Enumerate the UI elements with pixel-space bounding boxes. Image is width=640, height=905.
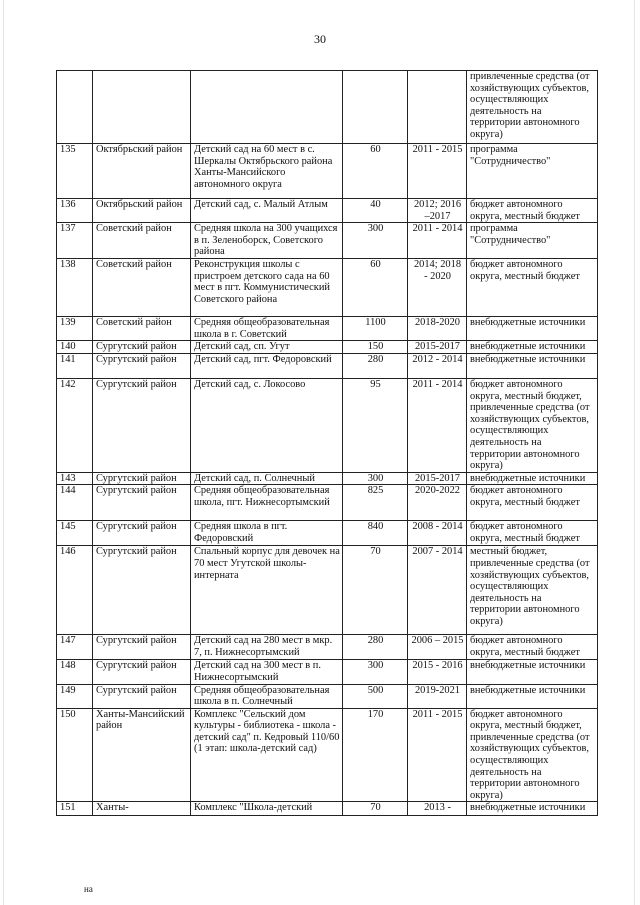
funding-source-cell: бюджет автономного округа, местный бюджет <box>467 521 598 546</box>
row-number: 146 <box>57 546 93 635</box>
table-row <box>57 684 598 708</box>
capacity-cell: 280 <box>343 635 408 660</box>
object-cell: Спальный корпус для девочек на 70 мест Угутской школы-интерната <box>191 546 343 635</box>
table-row <box>57 353 598 378</box>
table-row <box>57 341 598 354</box>
period-cell: 2006 – 2015 <box>408 635 467 660</box>
funding-source-cell: внебюджетные источники <box>467 802 598 816</box>
capacity-cell: 300 <box>343 660 408 684</box>
row-number: 136 <box>57 199 93 223</box>
funding-source-cell: бюджет автономного округа, местный бюджет <box>467 485 598 521</box>
object-cell: Детский сад, с. Локосово <box>191 378 343 472</box>
district-cell: Советский район <box>93 223 191 259</box>
period-cell: 2008 - 2014 <box>408 521 467 546</box>
object-cell: Комплекс "Школа-детский <box>191 802 343 816</box>
row-number: 148 <box>57 660 93 684</box>
district-cell: Сургутский район <box>93 660 191 684</box>
district-cell: Ханты- <box>93 802 191 816</box>
period-cell: 2019-2021 <box>408 684 467 708</box>
period-cell: 2011 - 2014 <box>408 378 467 472</box>
object-cell: Детский сад, пгт. Федоровский <box>191 353 343 378</box>
funding-source-cell: бюджет автономного округа, местный бюджет, привлеченные средства (от хозяйствующих субъектов, осуществляющих деятельность на территории автономного округа) <box>467 378 598 472</box>
table-row <box>57 472 598 485</box>
funding-source-cell: внебюджетные источники <box>467 341 598 354</box>
district-cell: Советский район <box>93 317 191 341</box>
district-cell: Советский район <box>93 259 191 317</box>
district-cell: Сургутский район <box>93 684 191 708</box>
funding-source-cell: программа "Сотрудничество" <box>467 223 598 259</box>
table-row <box>57 378 598 472</box>
district-cell: Сургутский район <box>93 378 191 472</box>
district-cell: Сургутский район <box>93 635 191 660</box>
funding-source-cell: внебюджетные источники <box>467 660 598 684</box>
capacity-cell: 70 <box>343 802 408 816</box>
period-cell: 2014; 2018 - 2020 <box>408 259 467 317</box>
capacity-cell: 150 <box>343 341 408 354</box>
funding-source-cell: бюджет автономного округа, местный бюджет, привлеченные средства (от хозяйствующих субъектов, осуществляющих деятельность на территории автономного округа) <box>467 708 598 802</box>
period-cell: 2015-2017 <box>408 341 467 354</box>
row-number: 143 <box>57 472 93 485</box>
table-row <box>57 546 598 635</box>
funding-source-cell: внебюджетные источники <box>467 317 598 341</box>
period-cell: 2015 - 2016 <box>408 660 467 684</box>
district-cell: Сургутский район <box>93 485 191 521</box>
object-cell: Реконструкция школы с пристроем детского сада на 60 мест в пгт. Коммунистический Советского района <box>191 259 343 317</box>
capacity-cell: 300 <box>343 223 408 259</box>
period-cell: 2020-2022 <box>408 485 467 521</box>
construction-register-table <box>56 70 598 816</box>
capacity-cell: 1100 <box>343 317 408 341</box>
row-number: 138 <box>57 259 93 317</box>
funding-source-cell: внебюджетные источники <box>467 353 598 378</box>
row-number <box>57 71 93 144</box>
object-cell: Детский сад, сп. Угут <box>191 341 343 354</box>
district-cell: Сургутский район <box>93 472 191 485</box>
object-cell: Комплекс "Сельский дом культуры - библиотека - школа - детский сад" п. Кедровый 110/60 (1 этап: школа-детский сад) <box>191 708 343 802</box>
table-row <box>57 199 598 223</box>
funding-source-cell: бюджет автономного округа, местный бюджет <box>467 635 598 660</box>
register-table-wrapper <box>56 70 598 816</box>
district-cell: Сургутский район <box>93 521 191 546</box>
object-cell: Детский сад, п. Солнечный <box>191 472 343 485</box>
capacity-cell: 95 <box>343 378 408 472</box>
capacity-cell: 825 <box>343 485 408 521</box>
scan-edge-left <box>3 0 4 905</box>
period-cell: 2011 - 2015 <box>408 708 467 802</box>
row-number: 141 <box>57 353 93 378</box>
period-cell: 2012; 2016 –2017 <box>408 199 467 223</box>
capacity-cell: 60 <box>343 144 408 199</box>
object-cell: Средняя школа в пгт. Федоровский <box>191 521 343 546</box>
object-cell <box>191 71 343 144</box>
row-number: 135 <box>57 144 93 199</box>
funding-source-cell: бюджет автономного округа, местный бюджет <box>467 259 598 317</box>
object-cell: Детский сад, с. Малый Атлым <box>191 199 343 223</box>
object-cell: Средняя общеобразовательная школа в г. Советский <box>191 317 343 341</box>
table-row <box>57 521 598 546</box>
object-cell: Средняя общеобразовательная школа, пгт. Нижнесортымский <box>191 485 343 521</box>
row-number: 137 <box>57 223 93 259</box>
funding-source-cell: внебюджетные источники <box>467 684 598 708</box>
table-row <box>57 317 598 341</box>
object-cell: Средняя школа на 300 учащихся в п. Зеленоборск, Советского района <box>191 223 343 259</box>
row-number: 139 <box>57 317 93 341</box>
capacity-cell: 70 <box>343 546 408 635</box>
district-cell: Сургутский район <box>93 341 191 354</box>
page-number: 30 <box>314 32 326 46</box>
capacity-cell: 40 <box>343 199 408 223</box>
row-number: 140 <box>57 341 93 354</box>
table-row <box>57 708 598 802</box>
period-cell: 2011 - 2015 <box>408 144 467 199</box>
funding-source-cell: программа "Сотрудничество" <box>467 144 598 199</box>
period-cell: 2013 - <box>408 802 467 816</box>
period-cell: 2015-2017 <box>408 472 467 485</box>
footer-mark: на <box>84 884 93 894</box>
object-cell: Детский сад на 280 мест в мкр. 7, п. Нижнесортымский <box>191 635 343 660</box>
object-cell: Детский сад на 60 мест в с. Шеркалы Октябрьского района Ханты-Мансийского автономного округа <box>191 144 343 199</box>
period-cell: 2012 - 2014 <box>408 353 467 378</box>
district-cell: Ханты-Мансийский район <box>93 708 191 802</box>
period-cell: 2018-2020 <box>408 317 467 341</box>
row-number: 150 <box>57 708 93 802</box>
district-cell: Сургутский район <box>93 546 191 635</box>
district-cell <box>93 71 191 144</box>
district-cell: Октябрьский район <box>93 199 191 223</box>
funding-source-cell: привлеченные средства (от хозяйствующих субъектов, осуществляющих деятельность на территории автономного округа) <box>467 71 598 144</box>
district-cell: Сургутский район <box>93 353 191 378</box>
capacity-cell: 300 <box>343 472 408 485</box>
object-cell: Детский сад на 300 мест в п. Нижнесортымский <box>191 660 343 684</box>
table-row <box>57 660 598 684</box>
period-cell: 2007 - 2014 <box>408 546 467 635</box>
table-row <box>57 71 598 144</box>
period-cell: 2011 - 2014 <box>408 223 467 259</box>
row-number: 149 <box>57 684 93 708</box>
row-number: 145 <box>57 521 93 546</box>
row-number: 147 <box>57 635 93 660</box>
scan-edge-right <box>634 0 635 905</box>
capacity-cell: 500 <box>343 684 408 708</box>
table-row <box>57 144 598 199</box>
table-row <box>57 223 598 259</box>
capacity-cell: 280 <box>343 353 408 378</box>
capacity-cell <box>343 71 408 144</box>
row-number: 144 <box>57 485 93 521</box>
capacity-cell: 60 <box>343 259 408 317</box>
capacity-cell: 840 <box>343 521 408 546</box>
table-row <box>57 802 598 816</box>
table-row <box>57 259 598 317</box>
object-cell: Средняя общеобразовательная школа в п. Солнечный <box>191 684 343 708</box>
period-cell <box>408 71 467 144</box>
capacity-cell: 170 <box>343 708 408 802</box>
table-body <box>57 71 598 816</box>
district-cell: Октябрьский район <box>93 144 191 199</box>
table-row <box>57 635 598 660</box>
table-row <box>57 485 598 521</box>
funding-source-cell: внебюджетные источники <box>467 472 598 485</box>
row-number: 142 <box>57 378 93 472</box>
row-number: 151 <box>57 802 93 816</box>
funding-source-cell: бюджет автономного округа, местный бюджет <box>467 199 598 223</box>
funding-source-cell: местный бюджет, привлеченные средства (от хозяйствующих субъектов, осуществляющих деятельность на территории автономного округа) <box>467 546 598 635</box>
